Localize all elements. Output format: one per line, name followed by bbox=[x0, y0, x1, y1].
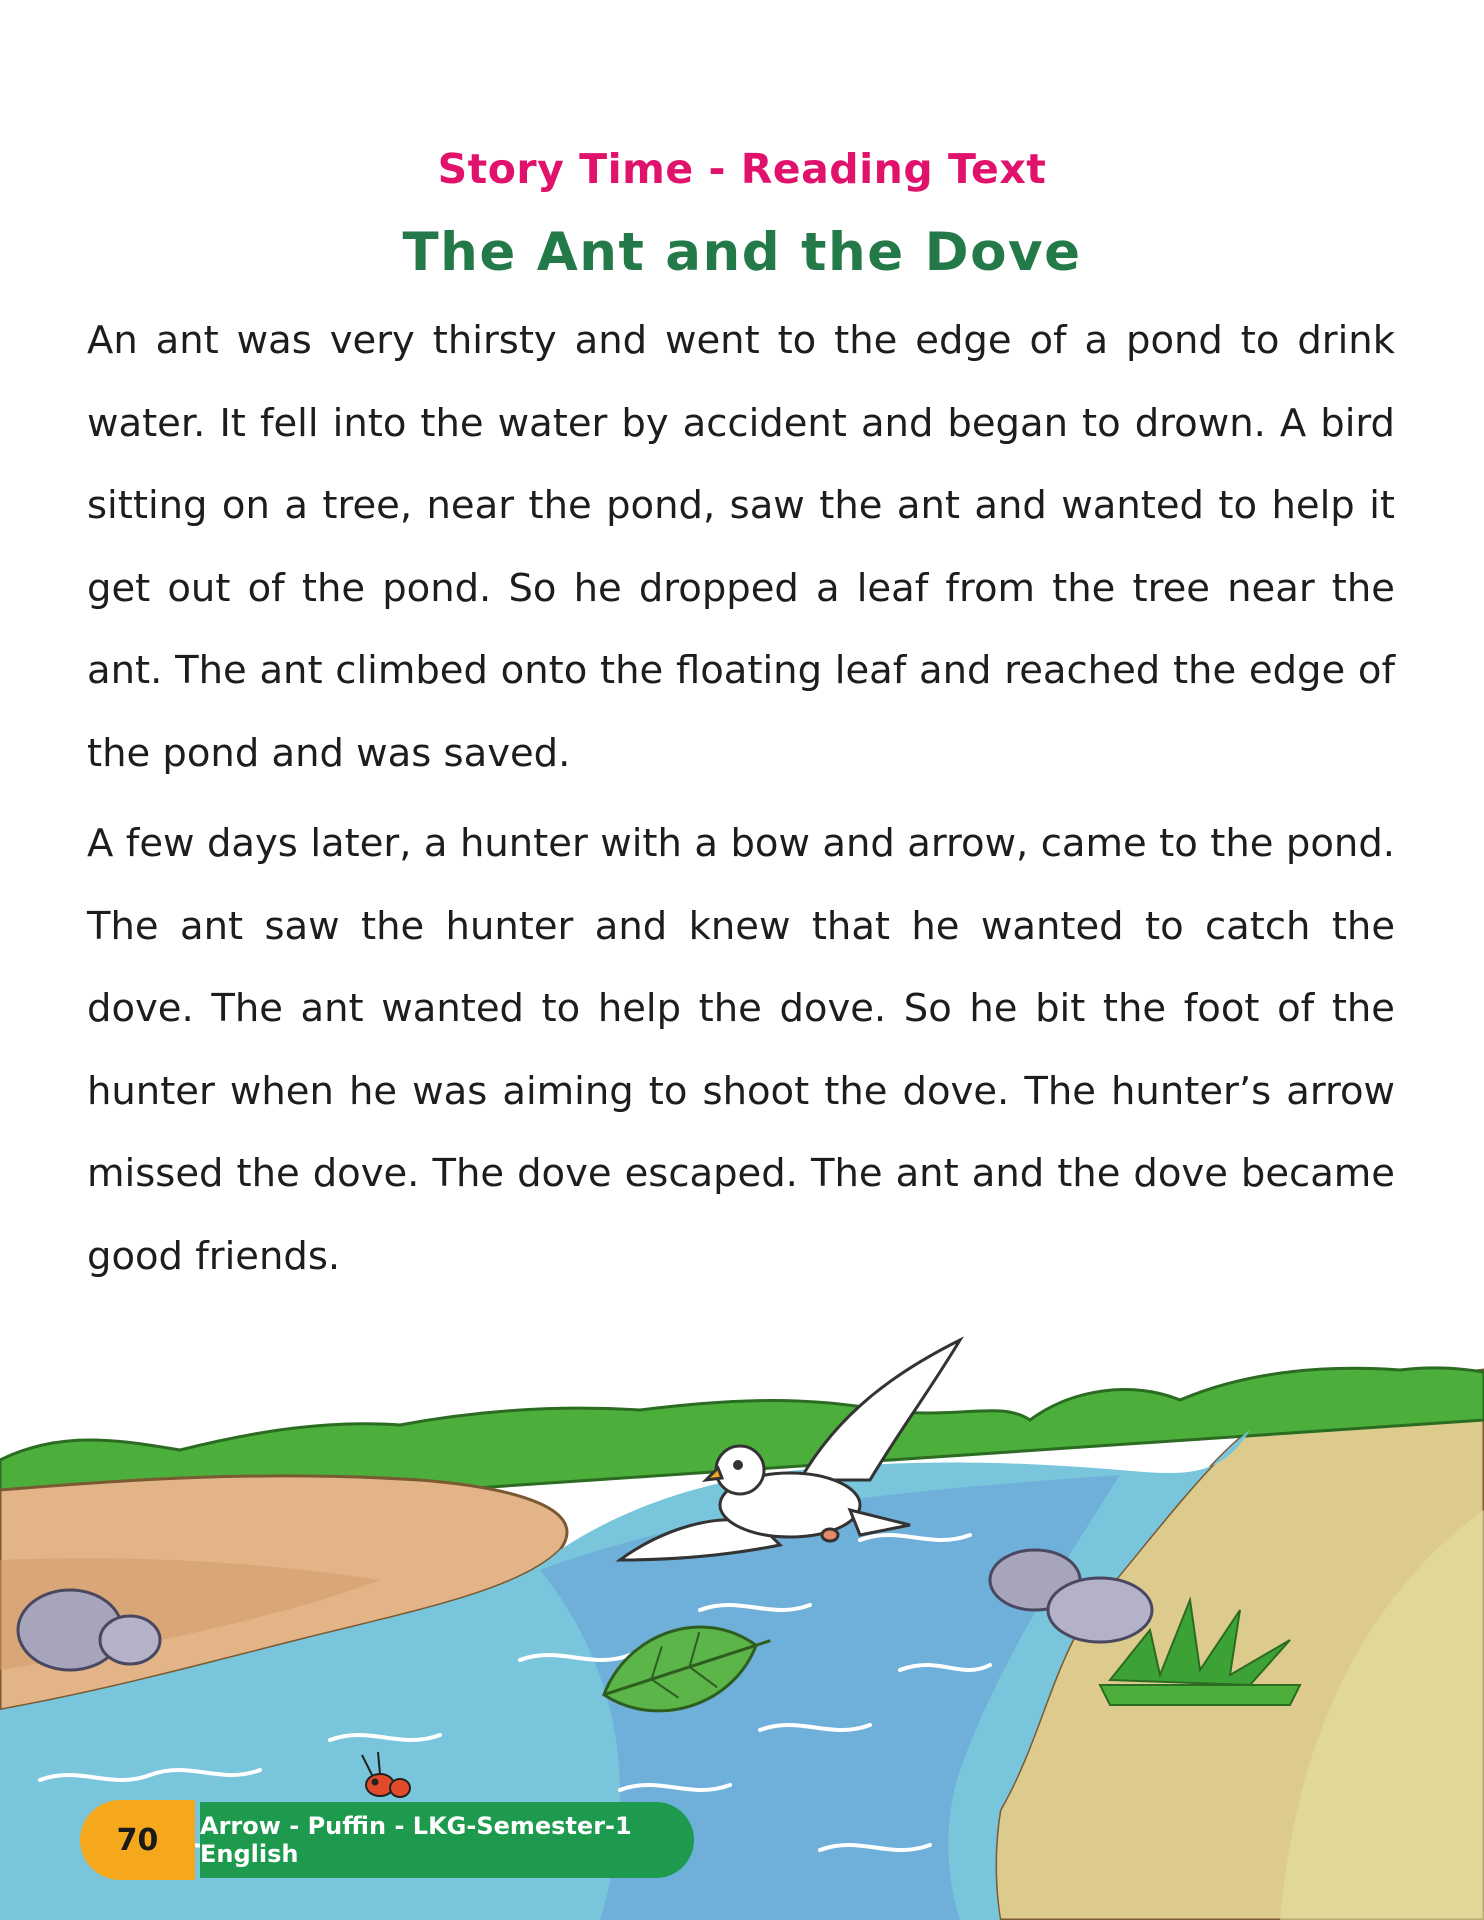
story-paragraph-1: An ant was very thirsty and went to the edge of a pond to drink water. It fell into the water by accident and began to drown. A bird sitting on a tree, near the pond, saw the ant and wanted to help it get out of the pond. So he dropped a leaf from the tree near the ant. The ant climbed onto the floating leaf and reached the edge of the pond and was saved. bbox=[87, 318, 1395, 776]
rock bbox=[100, 1616, 160, 1664]
rock bbox=[1048, 1578, 1152, 1642]
story-paragraph-2: A few days later, a hunter with a bow and arrow, came to the pond. The ant saw the hunter and knew that he wanted to catch the dove. The ant wanted to help the dove. So he bit the foot of the hunter when he was aiming to shoot the dove. The hunter’s arrow missed the dove. The dove escaped. The ant and the dove became good friends. bbox=[87, 821, 1395, 1279]
story-kicker: Story Time - Reading Text bbox=[437, 145, 1047, 193]
story-title: The Ant and the Dove bbox=[402, 222, 1082, 283]
page-number: 70 bbox=[80, 1800, 195, 1880]
book-label: Arrow - Puffin - LKG-Semester-1 English bbox=[200, 1802, 694, 1878]
